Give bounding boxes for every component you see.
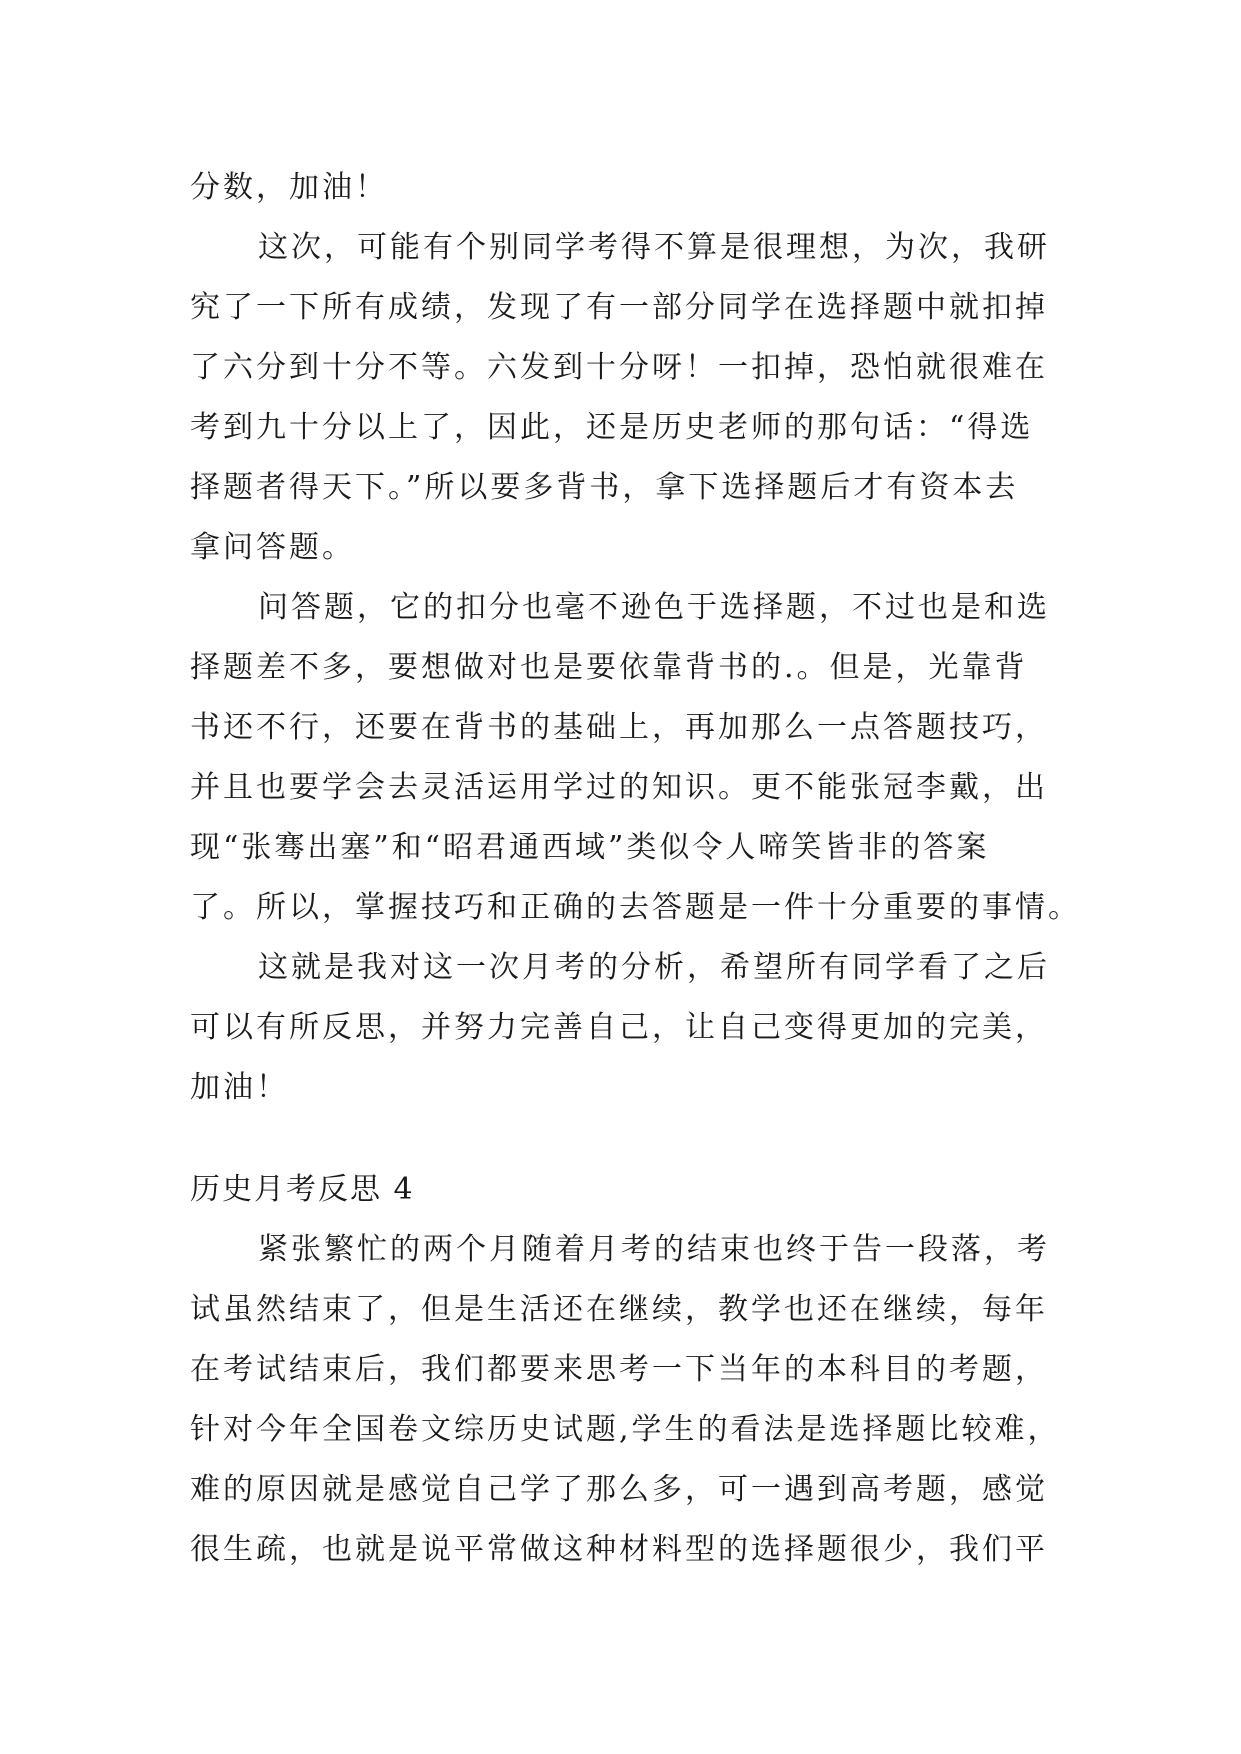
text-line: 择题差不多，要想做对也是要依靠背书的.。但是，光靠背 xyxy=(190,650,1028,685)
text-line: 拿问答题。 xyxy=(190,530,355,565)
text-line: 可以有所反思，并努力完善自己，让自己变得更加的完美， xyxy=(190,1010,1048,1045)
text-line: 针对今年全国卷文综历史试题,学生的看法是选择题比较难， xyxy=(190,1412,1061,1447)
text-line: 并且也要学会去灵活运用学过的知识。更不能张冠李戴，出 xyxy=(190,770,1048,805)
paragraph-first-line: 问答题，它的扣分也毫不逊色于选择题，不过也是和选 xyxy=(258,590,1050,625)
section-heading: 历史月考反思 4 xyxy=(190,1172,415,1207)
text-line: 加油！ xyxy=(190,1070,289,1105)
paragraph-first-line: 这次，可能有个别同学考得不算是很理想，为次，我研 xyxy=(258,230,1050,265)
text-line: 分数，加油！ xyxy=(190,170,388,205)
text-line: 了六分到十分不等。六发到十分呀！一扣掉，恐怕就很难在 xyxy=(190,350,1048,385)
text-line: 究了一下所有成绩，发现了有一部分同学在选择题中就扣掉 xyxy=(190,290,1048,325)
text-line: 了。所以，掌握技巧和正确的去答题是一件十分重要的事情。 xyxy=(190,890,1081,925)
section-gap xyxy=(190,1118,1070,1160)
text-line: 现“张骞出塞”和“昭君通西域”类似令人啼笑皆非的答案 xyxy=(190,830,990,865)
text-line: 难的原因就是感觉自己学了那么多，可一遇到高考题，感觉 xyxy=(190,1472,1048,1507)
paragraph-first-line: 这就是我对这一次月考的分析，希望所有同学看了之后 xyxy=(258,950,1050,985)
document-body xyxy=(190,158,1081,1580)
text-line: 书还不行，还要在背书的基础上，再加那么一点答题技巧， xyxy=(190,710,1048,745)
text-line: 很生疏，也就是说平常做这种材料型的选择题很少，我们平 xyxy=(190,1532,1048,1567)
text-line: 试虽然结束了，但是生活还在继续，教学也还在继续，每年 xyxy=(190,1292,1048,1327)
text-line: 考到九十分以上了，因此，还是历史老师的那句话：“得选 xyxy=(190,410,1034,445)
text-line: 择题者得天下。”所以要多背书，拿下选择题后才有资本去 xyxy=(190,470,1019,505)
text-line: 在考试结束后，我们都要来思考一下当年的本科目的考题， xyxy=(190,1352,1048,1387)
paragraph-first-line: 紧张繁忙的两个月随着月考的结束也终于告一段落，考 xyxy=(258,1232,1050,1267)
